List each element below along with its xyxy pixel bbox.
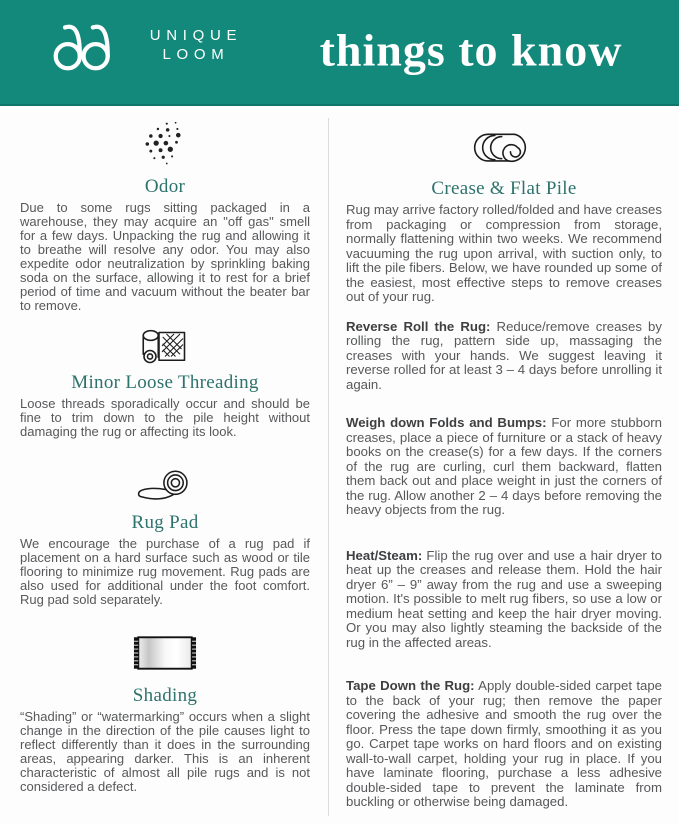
tip-heat-steam-label: Heat/Steam: bbox=[346, 547, 423, 563]
brand-line2: LOOM bbox=[162, 46, 230, 63]
section-heading-odor: Odor bbox=[144, 176, 186, 197]
tip-tape-down-text: Apply double-sided carpet tape to the back of your rug; then remove the paper covering the adhesive and smooth the rug over the floor. Press the tape down firmly, smoothing it as you go. Carpet tape works on hard floors and on existing wall-to-wall carpet, holding your rug in place. If you have laminate flooring, purchase a less adhesive double-sided tape to prevent the laminate from buckling or otherwise being damaged. bbox=[346, 678, 663, 809]
section-shading bbox=[20, 632, 310, 794]
tip-tape-down bbox=[346, 679, 662, 810]
tip-reverse-roll-label: Reverse Roll the Rug: bbox=[346, 318, 491, 334]
tip-reverse-roll bbox=[346, 320, 662, 393]
rolled-rug-spiral-icon bbox=[472, 130, 536, 166]
content bbox=[0, 106, 679, 824]
section-body-shading: “Shading” or “watermarking” occurs when a slight change in the direction of the pile causes light to reflect differently than it does in the surrounding areas, appearing darker. This is an inherent characteristic of almost all pile rugs and is not considered a defect. bbox=[20, 709, 310, 794]
brand-line1: UNIQUE bbox=[149, 27, 243, 45]
section-heading-rug-pad: Rug Pad bbox=[131, 512, 199, 533]
tip-heat-steam bbox=[346, 549, 662, 651]
rolled-rug-crosshatch-icon bbox=[138, 323, 192, 369]
odor-dots-icon bbox=[142, 118, 188, 170]
brand bbox=[52, 16, 242, 76]
tip-weigh-down-text: For more stubborn creases, place a piece of furniture or a stack of heavy books on the crease(s) for a few days. If the corners of the rug are curling, curl them backward, flatten them back out and place weight in just the corners of the rug. Allow another 2 – 4 days before removing the heavy objects from the rug. bbox=[346, 415, 663, 517]
tip-heat-steam-text: Flip the rug over and use a hair dryer to heat up the creases and release them. Hold the hair dryer 6” – 9” away from the rug and use a sweeping motion. It's possible to melt rug fibers, so use a low or medium heat setting and keep the hair dryer moving. Or you may also lightly steaming the backside of the rug in the affected areas. bbox=[346, 547, 662, 650]
page-title: things to know bbox=[319, 24, 623, 76]
section-body-rug-pad: We encourage the purchase of a rug pad if placement on a hard surface such as wood or tile flooring to minimize rug movement. Rug pads are also used for additional under the foot comfort. Rug pad sold separately. bbox=[20, 536, 310, 607]
section-body-threading: Loose threads sporadically occur and should be fine to trim down to the pile height without damaging the rug or affecting its look. bbox=[20, 396, 310, 439]
header bbox=[0, 0, 679, 106]
left-column bbox=[20, 106, 310, 824]
section-heading-crease: Crease & Flat Pile bbox=[431, 178, 577, 199]
section-heading-threading: Minor Loose Threading bbox=[71, 372, 259, 393]
rug-pad-roll-icon bbox=[136, 465, 194, 505]
section-crease-flat-pile bbox=[346, 130, 662, 810]
brand-name bbox=[144, 27, 242, 65]
tip-reverse-roll-text: Reduce/remove creases by rolling the rug, pattern side up, massaging the creases with your hands. We suggest leaving it reverse rolled for at least 3 – 4 days before unrolling it again. bbox=[346, 318, 662, 392]
right-column bbox=[346, 106, 662, 824]
section-intro-crease: Rug may arrive factory rolled/folded and have creases from packaging or compression from storage, normally flattening within two weeks. We recommend vacuuming the rug upon arrival, with suction only, to lift the pile fibers. Below, we have rounded up some of the easiest, most effective steps to remove creases out of your rug. bbox=[346, 202, 662, 304]
section-odor bbox=[20, 118, 310, 313]
section-body-odor: Due to some rugs sitting packaged in a warehouse, they may acquire an "off gas" smell for a few days. Unpacking the rug and allowing it to breathe will resolve any odor. You may also expedite odor neutralization by sprinkling baking soda on the surface, allowing it to rest for a brief period of time and vacuum without the beater bar to remove. bbox=[20, 200, 310, 313]
column-divider bbox=[328, 118, 329, 816]
section-minor-loose-threading bbox=[20, 323, 310, 439]
tip-weigh-down-label: Weigh down Folds and Bumps: bbox=[346, 415, 547, 430]
section-heading-shading: Shading bbox=[132, 685, 198, 706]
section-rug-pad bbox=[20, 465, 310, 607]
tip-weigh-down bbox=[346, 416, 662, 518]
unique-loom-logo-icon bbox=[52, 16, 130, 76]
tip-tape-down-label: Tape Down the Rug: bbox=[346, 678, 475, 693]
shading-rug-icon bbox=[132, 632, 198, 674]
